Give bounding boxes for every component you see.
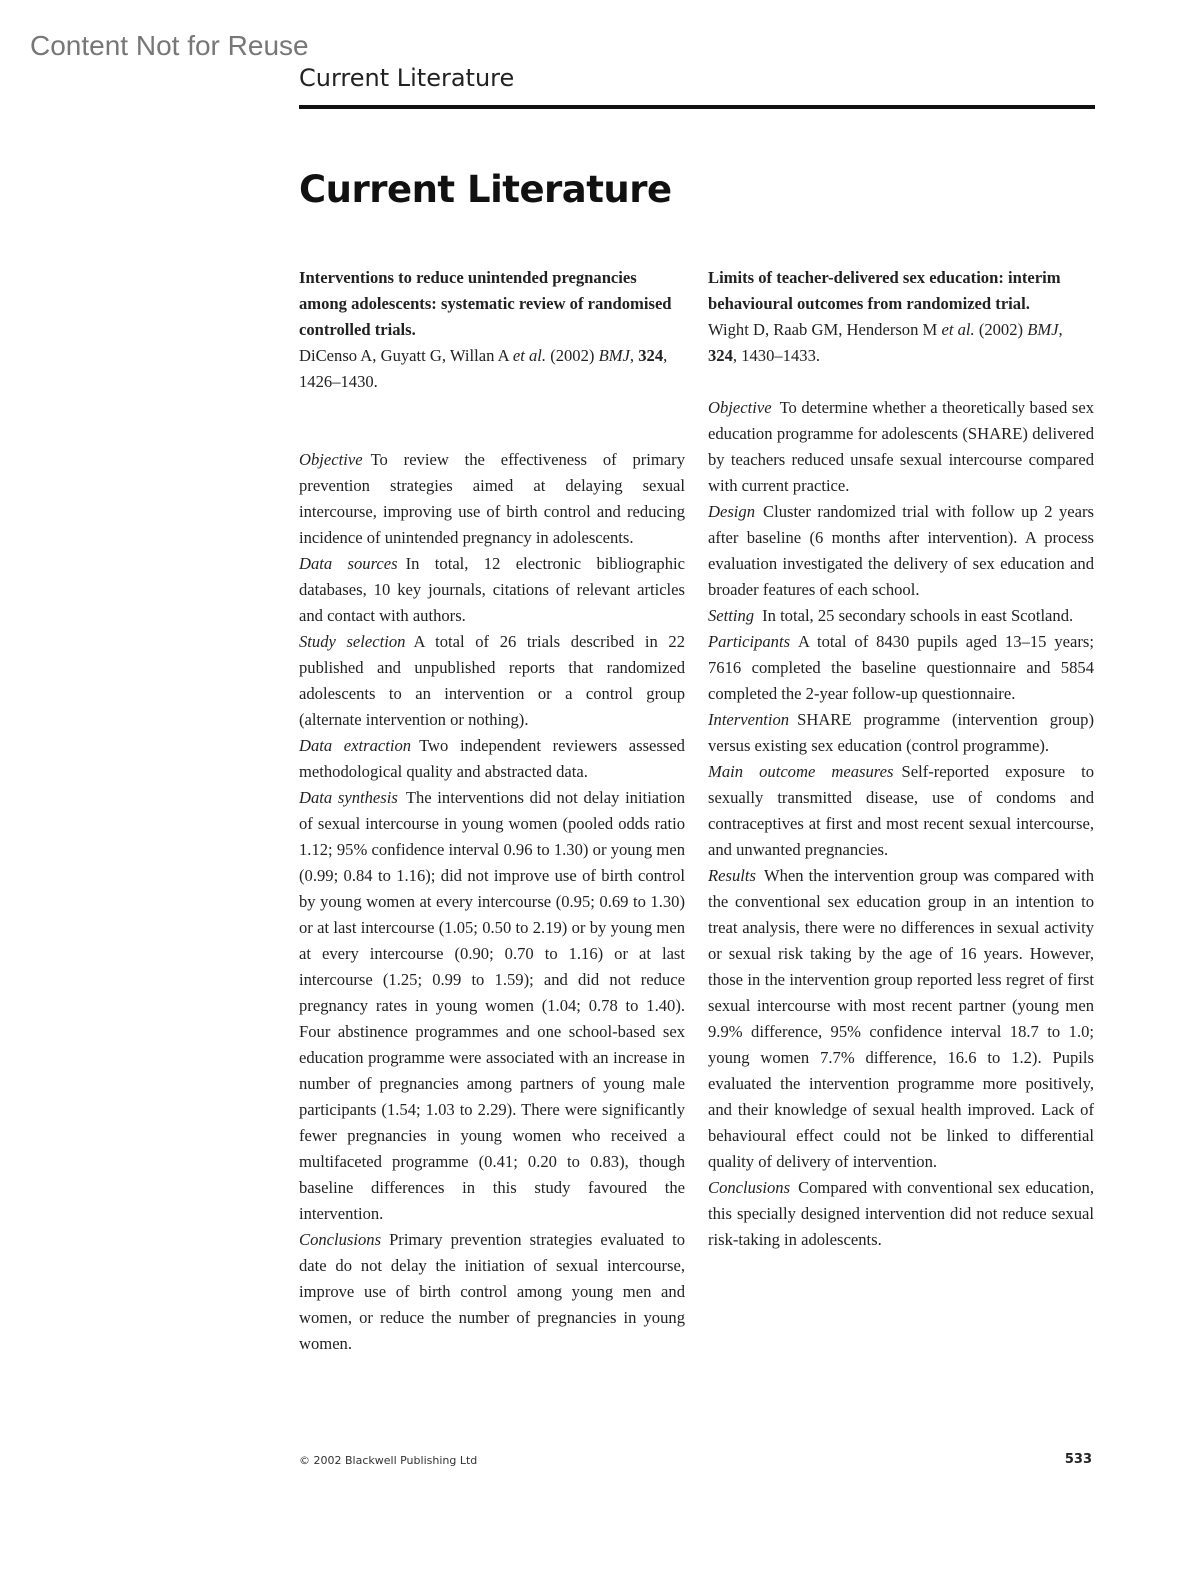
- abstract-section: [299, 1227, 685, 1357]
- abstract-section: [299, 447, 685, 551]
- abstract-section: [708, 759, 1094, 863]
- pages: , 1430–1433.: [732, 346, 821, 365]
- section-text: SHARE programme (intervention group) versus existing sex education (control programme).: [708, 710, 1094, 755]
- section-text: Compared with conventional sex education, this specially designed intervention did not reduce sexual risk-taking in adolescents.: [708, 1178, 1094, 1249]
- section-text: A total of 26 trials described in 22 published and unpublished reports that randomized adolescents to an intervention or a control group (alternate intervention or nothing).: [299, 632, 685, 729]
- pages: , 1426–1430.: [299, 346, 668, 391]
- abstract: [708, 395, 1094, 1253]
- section-label: Data extraction: [299, 736, 412, 755]
- section-text: To determine whether a theoretically based sex education programme for adolescents (SHARE) delivered by teachers reduced unsafe sexual intercourse compared with current practice.: [708, 398, 1094, 495]
- et-al: et al.: [512, 346, 547, 365]
- section-label: Conclusions: [708, 1178, 791, 1197]
- section-text: A total of 8430 pupils aged 13–15 years; 7616 completed the baseline questionnaire and 5854 completed the 2-year follow-up questionnaire.: [708, 632, 1094, 703]
- spacer: [299, 395, 685, 421]
- abstract-section: [708, 1175, 1094, 1253]
- citation: Wight D, Raab GM, Henderson M et al. (2002) BMJ, 324, 1430–1433.: [708, 320, 1063, 365]
- header-rule: [299, 105, 1095, 109]
- section-label: Participants: [708, 632, 791, 651]
- section-label: Data sources: [299, 554, 398, 573]
- abstract-section: [299, 785, 685, 1227]
- section-label: Data synthesis: [299, 788, 398, 807]
- authors: DiCenso A, Guyatt G, Willan A: [299, 346, 509, 365]
- section-text: To review the effectiveness of primary prevention strategies aimed at delaying sexual intercourse, improving use of birth control and reducing incidence of unintended pregnancy in adolescents.: [299, 450, 685, 547]
- section-text: In total, 12 electronic bibliographic databases, 10 key journals, citations of relevant articles and contact with authors.: [299, 554, 685, 625]
- abstract-section: [708, 395, 1094, 499]
- section-label: Design: [708, 502, 756, 521]
- citation: DiCenso A, Guyatt G, Willan A et al. (2002) BMJ, 324, 1426–1430.: [299, 346, 668, 391]
- abstract-section: [708, 863, 1094, 1175]
- section-text: Primary prevention strategies evaluated to date do not delay the initiation of sexual intercourse, improve use of birth control among young men and women, or reduce the number of pregnancies in young women.: [299, 1230, 685, 1353]
- section-text: Two independent reviewers assessed methodological quality and abstracted data.: [299, 736, 685, 781]
- watermark: Content Not for Reuse: [30, 30, 309, 61]
- volume: 324: [708, 346, 733, 365]
- authors: Wight D, Raab GM, Henderson M: [708, 320, 938, 339]
- copyright: © 2002 Blackwell Publishing Ltd: [299, 1454, 478, 1467]
- section-label: Study selection: [299, 632, 406, 651]
- article-title: Interventions to reduce unintended pregnancies among adolescents: systematic review of randomised controlled trials.: [299, 268, 672, 339]
- section-label: Setting: [708, 606, 755, 625]
- year: (2002): [978, 320, 1024, 339]
- abstract-section: [708, 499, 1094, 603]
- section-text: Cluster randomized trial with follow up 2 years after baseline (6 months after intervention). A process evaluation investigated the delivery of sex education and broader features of each school.: [708, 502, 1094, 599]
- article-1: [299, 265, 685, 1357]
- abstract-section: [299, 733, 685, 785]
- abstract-section: [299, 629, 685, 733]
- section-label: Conclusions: [299, 1230, 382, 1249]
- section-text: When the intervention group was compared with the conventional sex education group in an intention to treat analysis, there were no differences in sexual activity or sexual risk taking by the age of 16 years. However, those in the intervention group reported less regret of first sexual intercourse with most recent partner (young men 9.9% difference, 95% confidence interval 18.7 to 1.0; young women 7.7% difference, 16.6 to 1.2). Pupils evaluated the intervention programme more positively, and their knowledge of sexual health improved. Lack of behavioural effect could not be linked to differential quality of delivery of intervention.: [708, 866, 1094, 1171]
- abstract-section: [708, 629, 1094, 707]
- abstract: [299, 447, 685, 1357]
- running-head: Current Literature: [299, 64, 515, 92]
- section-label: Objective: [708, 398, 772, 417]
- article-title: Limits of teacher-delivered sex education: interim behavioural outcomes from randomized trial.: [708, 268, 1061, 313]
- et-al: et al.: [941, 320, 975, 339]
- section-text: In total, 25 secondary schools in east Scotland.: [762, 606, 1074, 625]
- abstract-section: [708, 603, 1094, 629]
- page-number: 533: [1064, 1452, 1092, 1467]
- spacer: [299, 421, 685, 447]
- journal: BMJ: [598, 346, 630, 365]
- section-text: The interventions did not delay initiation of sexual intercourse in young women (pooled odds ratio 1.12; 95% confidence interval 0.96 to 1.30) or young men (0.99; 0.84 to 1.16); did not improve use of birth control by young women at every intercourse (0.95; 0.69 to 1.30) or at last intercourse (1.05; 0.50 to 2.19) or by young men at every intercourse (0.90; 0.70 to 1.16) or at last intercourse (1.25; 0.99 to 1.59); and did not reduce pregnancy rates in young women (1.04; 0.78 to 1.40). Four abstinence programmes and one school-based sex education programme were associated with an increase in number of pregnancies among partners of young male participants (1.54; 1.03 to 2.29). There were significantly fewer pregnancies in young women who received a multifaceted programme (0.41; 0.20 to 0.83), though baseline differences in this study favoured the intervention.: [299, 788, 685, 1223]
- spacer: [708, 369, 1094, 395]
- abstract-section: [708, 707, 1094, 759]
- article-2: [708, 265, 1094, 1253]
- section-label: Main outcome measures: [708, 762, 894, 781]
- volume: 324: [638, 346, 664, 365]
- page-title: Current Literature: [299, 168, 672, 211]
- journal: BMJ: [1027, 320, 1059, 339]
- year: (2002): [550, 346, 595, 365]
- section-label: Intervention: [708, 710, 790, 729]
- section-label: Objective: [299, 450, 363, 469]
- section-label: Results: [708, 866, 756, 885]
- abstract-section: [299, 551, 685, 629]
- section-text: Self-reported exposure to sexually transmitted disease, use of condoms and contraceptives at first and most recent sexual intercourse, and unwanted pregnancies.: [708, 762, 1094, 859]
